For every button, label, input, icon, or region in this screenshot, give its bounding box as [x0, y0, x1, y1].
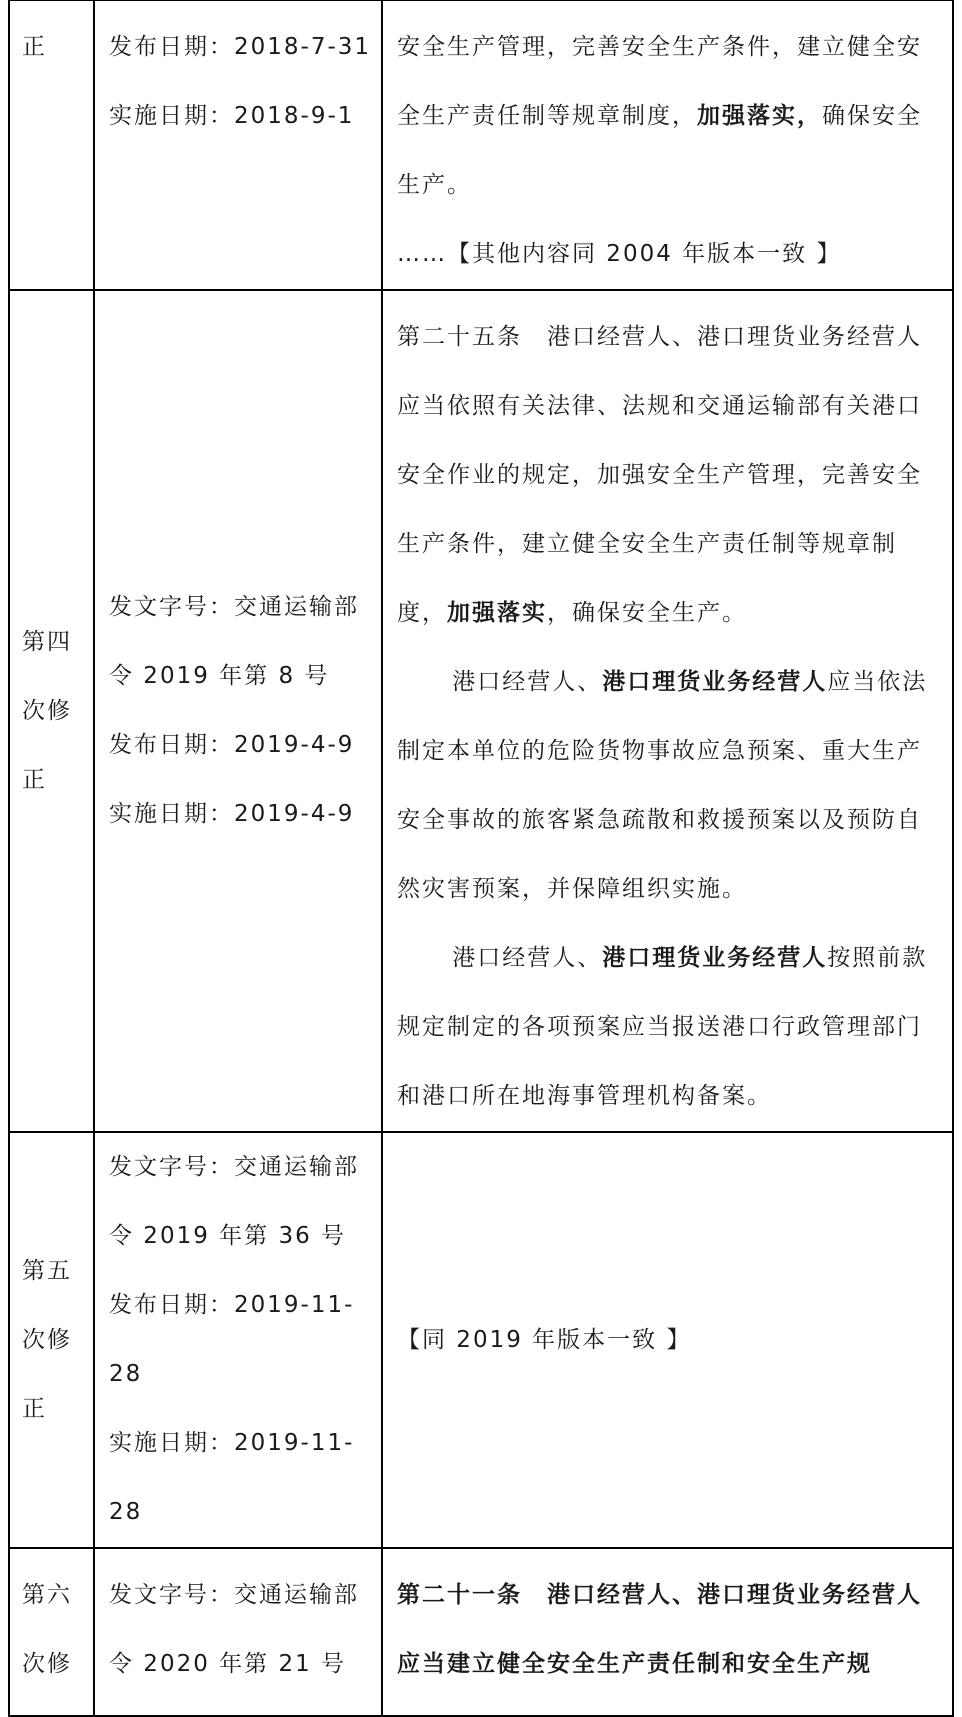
publish-date: 发布日期：2019-4-9	[109, 732, 355, 758]
revision-label: 第五	[22, 1257, 72, 1284]
effective-date: 实施日期：2018-9-1	[109, 103, 355, 129]
publish-date: 发布日期：2019-11-28	[109, 1292, 355, 1387]
content-paragraph: 港口经营人、港口理货业务经营人应当依法制定本单位的危险货物事故应急预案、重大生产安全事故的旅客紧急疏散和救援预案以及预防自然灾害预案，并保障组织实施。	[397, 669, 928, 902]
table-row	[9, 1132, 953, 1548]
document-number: 发文字号：交通运输部令 2019 年第 8 号	[109, 594, 359, 689]
revision-label: 次修	[22, 697, 72, 724]
revision-label-cell	[9, 290, 94, 1132]
revision-content-cell	[382, 0, 953, 290]
revision-meta-cell	[94, 0, 382, 290]
effective-date: 实施日期：2019-11-28	[109, 1430, 355, 1525]
revision-meta-cell	[94, 290, 382, 1132]
revision-label-cell	[9, 0, 94, 290]
content-paragraph: 港口经营人、港口理货业务经营人按照前款规定制定的各项预案应当报送港口行政管理部门和港口所在地海事管理机构备案。	[397, 945, 928, 1109]
revision-label: 正	[22, 1395, 47, 1422]
content-paragraph: 第二十一条 港口经营人、港口理货业务经营人应当建立健全安全生产责任制和安全生产规	[397, 1582, 922, 1677]
revision-meta-cell	[94, 1132, 382, 1548]
revision-label: 次修	[22, 1651, 72, 1677]
content-paragraph: 【同 2019 年版本一致 】	[397, 1326, 692, 1353]
content-paragraph: 第二十五条 港口经营人、港口理货业务经营人应当依照有关法律、法规和交通运输部有关港口安全作业的规定，加强安全生产管理，完善安全生产条件，建立健全安全生产责任制等规章制度，加强落实，确保安全生产。	[397, 324, 922, 626]
revision-meta-cell	[94, 1548, 382, 1716]
revision-label: 第四	[22, 628, 72, 655]
publish-date: 发布日期：2018-7-31	[109, 34, 372, 60]
revision-label: 正	[22, 766, 47, 793]
content-paragraph: 安全生产管理，完善安全生产条件，建立健全安全生产责任制等规章制度，加强落实，确保安全生产。	[397, 34, 922, 198]
regulation-revision-table	[8, 0, 954, 1717]
effective-date: 实施日期：2019-4-9	[109, 801, 355, 827]
revision-label: 正	[22, 34, 47, 60]
revision-label: 第六	[22, 1582, 72, 1608]
revision-label-cell	[9, 1132, 94, 1548]
document-number: 发文字号：交通运输部令 2020 年第 21 号	[109, 1582, 359, 1677]
content-paragraph: ……【其他内容同 2004 年版本一致 】	[397, 241, 842, 267]
revision-label-cell	[9, 1548, 94, 1716]
revision-content-cell	[382, 290, 953, 1132]
revision-content-cell	[382, 1548, 953, 1716]
revision-label: 次修	[22, 1326, 72, 1353]
table-row	[9, 290, 953, 1132]
table-row	[9, 0, 953, 290]
document-number: 发文字号：交通运输部令 2019 年第 36 号	[109, 1154, 359, 1249]
table-row	[9, 1548, 953, 1716]
revision-content-cell	[382, 1132, 953, 1548]
